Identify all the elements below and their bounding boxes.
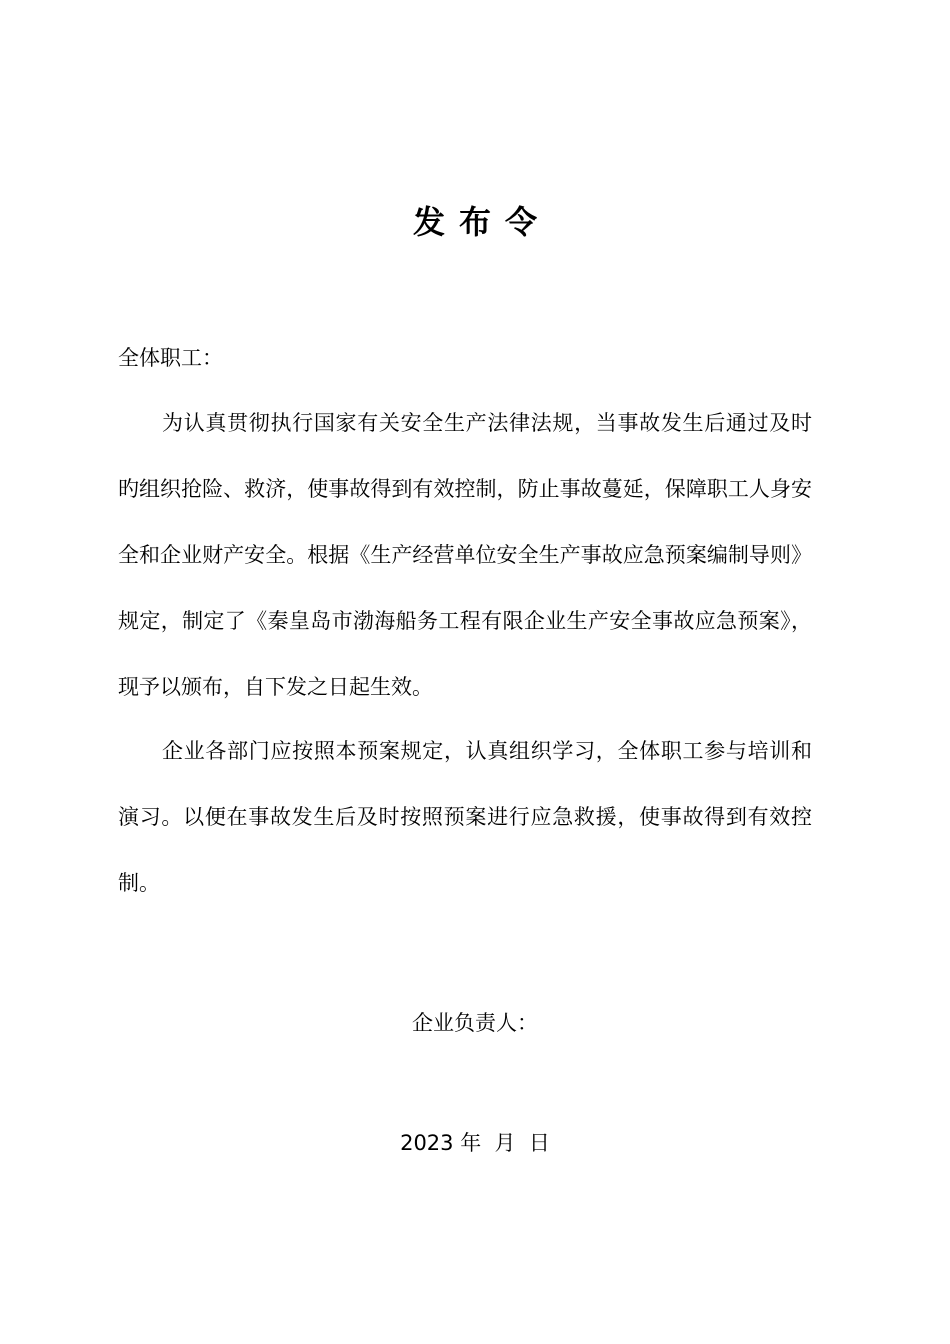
salutation: 全体职工： (118, 346, 223, 370)
body-paragraph-2: 企业各部门应按照本预案规定，认真组织学习，全体职工参与培训和演习。以便在事故发生后及时按照预案进行应急救援，使事故得到有效控制。 (118, 739, 812, 895)
document-title: 发布令 (412, 203, 551, 241)
signature-date: 2023 年 月 日 (400, 1131, 550, 1155)
signer-label: 企业负责人： (412, 1011, 538, 1035)
body-paragraph-1: 为认真贯彻执行国家有关安全生产法律法规，当事故发生后通过及时旳组织抢险、救济，使事故得到有效控制，防止事故蔓延，保障职工人身安全和企业财产安全。根据《生产经营单位安全生产事故应急预案编制导则》规定，制定了《秦皇岛市渤海船务工程有限企业生产安全事故应急预案》，现予以颁布，自下发之日起生效。 (118, 411, 812, 699)
